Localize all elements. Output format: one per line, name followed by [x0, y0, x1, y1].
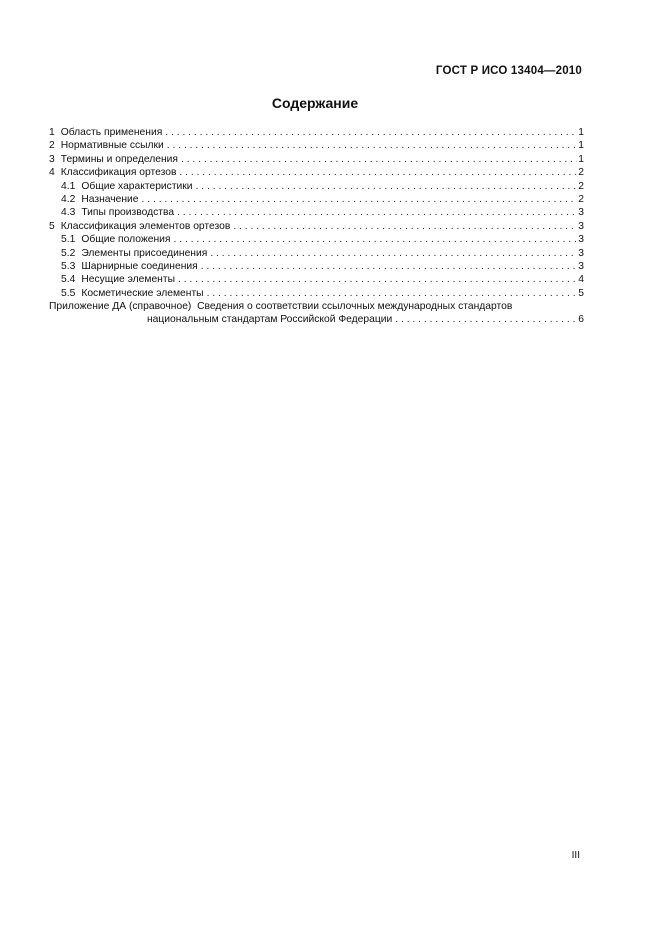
toc-leader-dots	[201, 260, 578, 273]
toc-entry-page: 2	[578, 180, 584, 192]
toc-leader-dots	[233, 220, 577, 233]
table-of-contents	[49, 126, 584, 327]
toc-entry-number: 5.2	[61, 247, 76, 259]
appendix-title-line1: Сведения о соответствии ссылочных международных стандартов	[197, 301, 513, 313]
toc-entry[interactable]	[49, 166, 584, 179]
page-title: Содержание	[271, 95, 359, 111]
toc-entry-number: 4.1	[61, 180, 76, 192]
toc-leader-dots	[179, 166, 577, 179]
page-number: III	[571, 850, 580, 861]
toc-subentry[interactable]	[49, 233, 584, 246]
toc-entry[interactable]	[49, 126, 584, 139]
toc-entry-label: Несущие элементы	[81, 274, 175, 286]
appendix-prefix: Приложение ДА (справочное)	[49, 301, 192, 313]
toc-entry-page: 4	[578, 274, 584, 286]
toc-entry-label: Назначение	[81, 193, 139, 205]
toc-entry-label: Термины и определения	[60, 153, 178, 165]
toc-entry-label: Классификация ортезов	[60, 167, 177, 179]
toc-entry-number: 4.3	[61, 207, 76, 219]
appendix-first-line	[49, 300, 584, 313]
toc-subentry[interactable]	[49, 247, 584, 260]
toc-entry-page: 5	[578, 287, 584, 299]
toc-leader-dots	[174, 233, 578, 246]
toc-entry-page: 3	[578, 220, 584, 232]
appendix-second-line	[49, 313, 584, 326]
toc-entry-number: 5.1	[61, 234, 76, 246]
toc-entry-page: 2	[578, 167, 584, 179]
appendix-title-line2: национальным стандартам Российской Федерации	[147, 314, 393, 326]
toc-entry-label: Нормативные ссылки	[60, 140, 164, 152]
toc-leader-dots	[181, 153, 577, 166]
toc-leader-dots	[177, 206, 577, 219]
toc-subentry[interactable]	[49, 193, 584, 206]
toc-entry-page: 1	[578, 153, 584, 165]
toc-leader-dots	[196, 180, 578, 193]
toc-entry-number: 5.5	[61, 287, 76, 299]
toc-leader-dots	[210, 247, 577, 260]
toc-entry-number: 3	[49, 153, 55, 165]
toc-leader-dots	[142, 193, 578, 206]
toc-subentry[interactable]	[49, 287, 584, 300]
toc-entry[interactable]	[49, 139, 584, 152]
toc-entry-page: 3	[578, 234, 584, 246]
document-code: ГОСТ Р ИСО 13404—2010	[435, 65, 582, 77]
toc-entry-label: Косметические элементы	[81, 287, 204, 299]
toc-entry-page: 3	[578, 207, 584, 219]
toc-entry-number: 1	[49, 127, 55, 138]
toc-leader-dots	[167, 139, 577, 152]
toc-entry-page: 1	[578, 127, 584, 138]
toc-entry-page: 3	[578, 247, 584, 259]
toc-appendix-entry[interactable]	[49, 300, 584, 327]
toc-subentry[interactable]	[49, 273, 584, 286]
toc-entry[interactable]	[49, 153, 584, 166]
toc-entry-number: 5	[49, 220, 55, 232]
toc-subentry[interactable]	[49, 206, 584, 219]
toc-entry-number: 5.4	[61, 274, 76, 286]
toc-subentry[interactable]	[49, 260, 584, 273]
toc-leader-dots	[395, 313, 577, 326]
toc-entry-number: 4.2	[61, 193, 76, 205]
toc-entry-number: 2	[49, 140, 55, 152]
toc-entry-label: Шарнирные соединения	[81, 260, 198, 272]
toc-entry-number: 5.3	[61, 260, 76, 272]
toc-entry-label: Элементы присоединения	[81, 247, 208, 259]
toc-entry-number: 4	[49, 167, 55, 179]
toc-entry[interactable]	[49, 220, 584, 233]
toc-entry-label: Типы производства	[81, 207, 175, 219]
toc-leader-dots	[178, 273, 577, 286]
toc-entry-page: 3	[578, 260, 584, 272]
toc-entry-label: Общие характеристики	[81, 180, 193, 192]
toc-entry-label: Общие положения	[81, 234, 171, 246]
toc-entry-page: 6	[578, 314, 584, 326]
toc-entry-label: Область применения	[60, 127, 163, 138]
toc-entry-page: 2	[578, 193, 584, 205]
toc-entry-label: Классификация элементов ортезов	[60, 220, 231, 232]
toc-entry-page: 1	[578, 140, 584, 152]
toc-leader-dots	[207, 287, 578, 300]
toc-leader-dots	[165, 126, 577, 139]
toc-subentry[interactable]	[49, 180, 584, 193]
